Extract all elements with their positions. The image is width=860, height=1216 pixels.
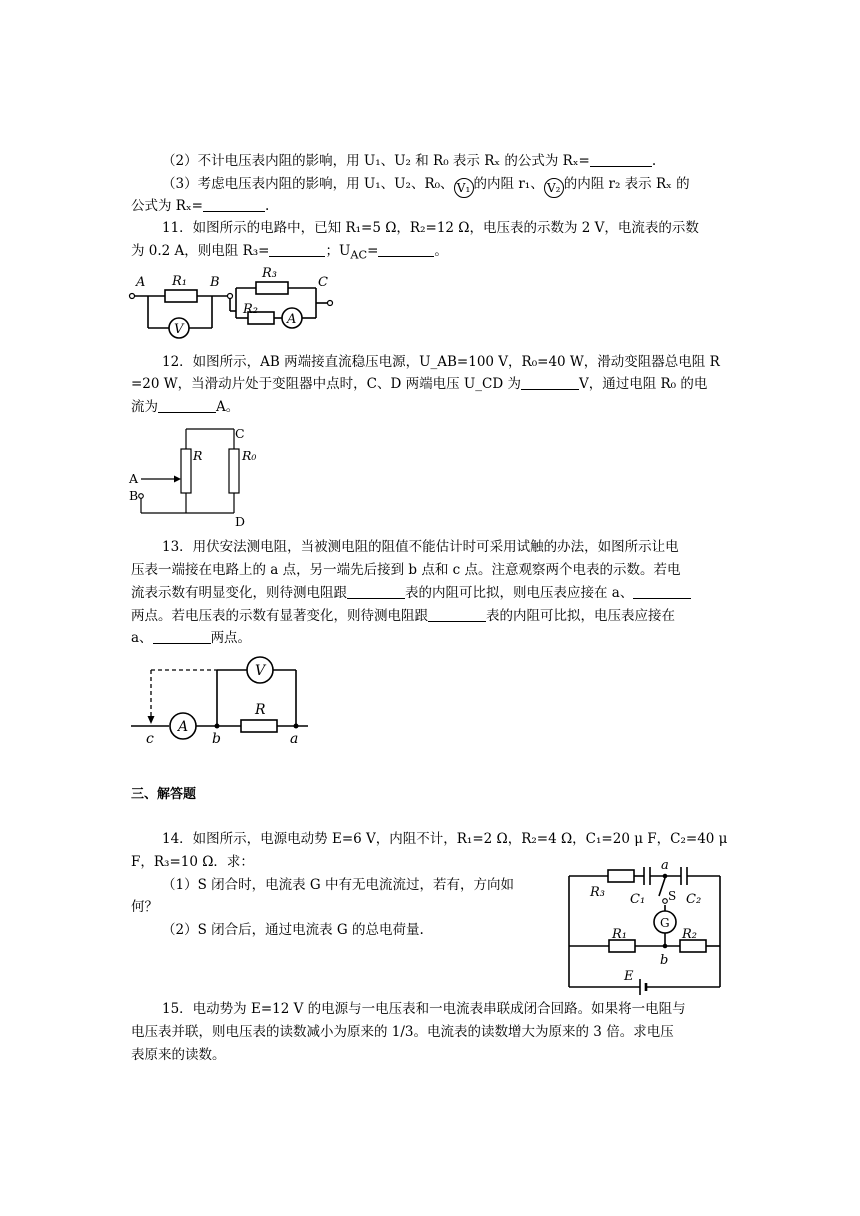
label-E: E [624, 969, 634, 984]
q14-part1-cont: 何？ [131, 899, 158, 915]
q15-line3: 表原来的读数。 [131, 1047, 226, 1063]
label-a: a [290, 731, 299, 747]
answer-blank[interactable] [590, 153, 652, 167]
q14-circuit-diagram [564, 858, 728, 990]
q14-part2: （2）S 闭合后，通过电流表 G 的总电荷量. [162, 922, 424, 938]
label-A: A [129, 471, 139, 486]
label-A: A [136, 275, 146, 290]
label-R: R [255, 702, 266, 718]
label-b: b [212, 731, 221, 747]
q13-line4: 两点。若电压表的示数有显著变化，则待测电阻跟 表的内阻可比拟，电压表应接在 [131, 608, 675, 624]
q13-line3: 流表示数有明显变化，则待测电阻跟 表的内阻可比拟，则电压表应接在 a、 [131, 583, 691, 603]
label-C2: C₂ [686, 892, 702, 907]
q10-part3: （3）考虑电压表内阻的影响，用 U₁、U₂、R₀、 V₁ 的内阻 r₁、 V₂ 的内阻 r₂ 表示 Rₓ 的 [162, 174, 690, 198]
ammeter-A: A [287, 312, 297, 327]
label-R0: R₀ [242, 448, 257, 463]
q13-line5: a、 两点。 [131, 630, 252, 646]
label-D: D [235, 514, 246, 529]
q11-line1: 11．如图所示的电路中，已知 R₁=5 Ω，R₂=12 Ω，电压表的示数为 2 V，电流表的示数 [162, 220, 699, 236]
q15-line2: 电压表并联，则电压表的读数减小为原来的 1/3。电流表的读数增大为原来的 3 倍。求电压 [131, 1024, 674, 1040]
galvanometer-G: G [660, 916, 670, 930]
q11-circuit-diagram [130, 266, 340, 344]
voltmeter-V: V [255, 663, 266, 679]
answer-blank[interactable] [203, 198, 265, 212]
ammeter-A: A [178, 719, 189, 735]
q10-part3-cont: 公式为 Rₓ= . [131, 198, 270, 214]
q12-circuit-diagram [129, 424, 264, 528]
section-heading: 三、解答题 [131, 787, 197, 802]
q12-line1: 12．如图所示，AB 两端接直流稳压电源，U_AB=100 V，R₀=40 W，滑动变阻器总电阻 R [162, 354, 720, 370]
label-R: R [193, 448, 203, 463]
answer-blank[interactable] [269, 243, 325, 257]
label-R2: R₂ [243, 302, 258, 317]
label-b: b [660, 953, 669, 968]
label-c: c [146, 731, 154, 747]
q13-line2: 压表一端接在电路上的 a 点，另一端先后接到 b 点和 c 点。注意观察两个电表的示数。若电 [131, 562, 681, 578]
q13-line1: 13．用伏安法测电阻，当被测电阻的阻值不能估计时可采用试触的办法，如图所示让电 [162, 539, 679, 555]
label-R1: R₁ [612, 927, 627, 942]
voltmeter-v2-icon: V₂ [544, 178, 564, 198]
q11-line2: 为 0.2 A，则电阻 R₃= ；$U_{AC}=$ 。 [131, 243, 448, 262]
q12-line3: 流为 A。 [131, 399, 240, 415]
answer-blank[interactable] [158, 399, 216, 413]
label-R1: R₁ [172, 274, 187, 289]
q14-part1: （1）S 闭合时，电流表 G 中有无电流流过，若有，方向如 [162, 877, 514, 893]
label-R3: R₃ [262, 266, 277, 281]
answer-blank[interactable] [153, 630, 211, 644]
q14-line1: 14．如图所示，电源电动势 E=6 V，内阻不计，R₁=2 Ω，R₂=4 Ω，C₁=20 μ F，C₂=40 μ [162, 831, 728, 847]
voltmeter-v1-icon: V₁ [454, 178, 474, 198]
label-C: C [235, 426, 245, 441]
answer-blank[interactable] [633, 585, 691, 599]
q13-circuit-diagram [131, 655, 311, 745]
answer-blank[interactable] [347, 585, 405, 599]
label-C: C [318, 275, 328, 290]
answer-blank[interactable] [428, 608, 486, 622]
label-S: S [668, 889, 677, 903]
label-C1: C₁ [630, 892, 646, 907]
answer-blank[interactable] [378, 243, 434, 257]
label-a: a [661, 858, 669, 873]
answer-blank[interactable] [521, 376, 579, 390]
voltmeter-V: V [174, 322, 184, 337]
q14-line2: F，R₃=10 Ω．求： [131, 854, 254, 870]
q12-line2: =20 W，当滑动片处于变阻器中点时，C、D 两端电压 U_CD 为 V，通过电阻 R₀ 的电 [131, 376, 708, 392]
label-R3: R₃ [590, 885, 605, 900]
label-R2: R₂ [682, 927, 697, 942]
label-B: B [210, 275, 220, 290]
q10-part2: （2）不计电压表内阻的影响，用 U₁、U₂ 和 R₀ 表示 Rₓ 的公式为 Rₓ= . [162, 153, 657, 169]
q15-line1: 15．电动势为 E=12 V 的电源与一电压表和一电流表串联成闭合回路。如果将一电阻与 [162, 1001, 686, 1017]
label-B: B [129, 488, 139, 503]
